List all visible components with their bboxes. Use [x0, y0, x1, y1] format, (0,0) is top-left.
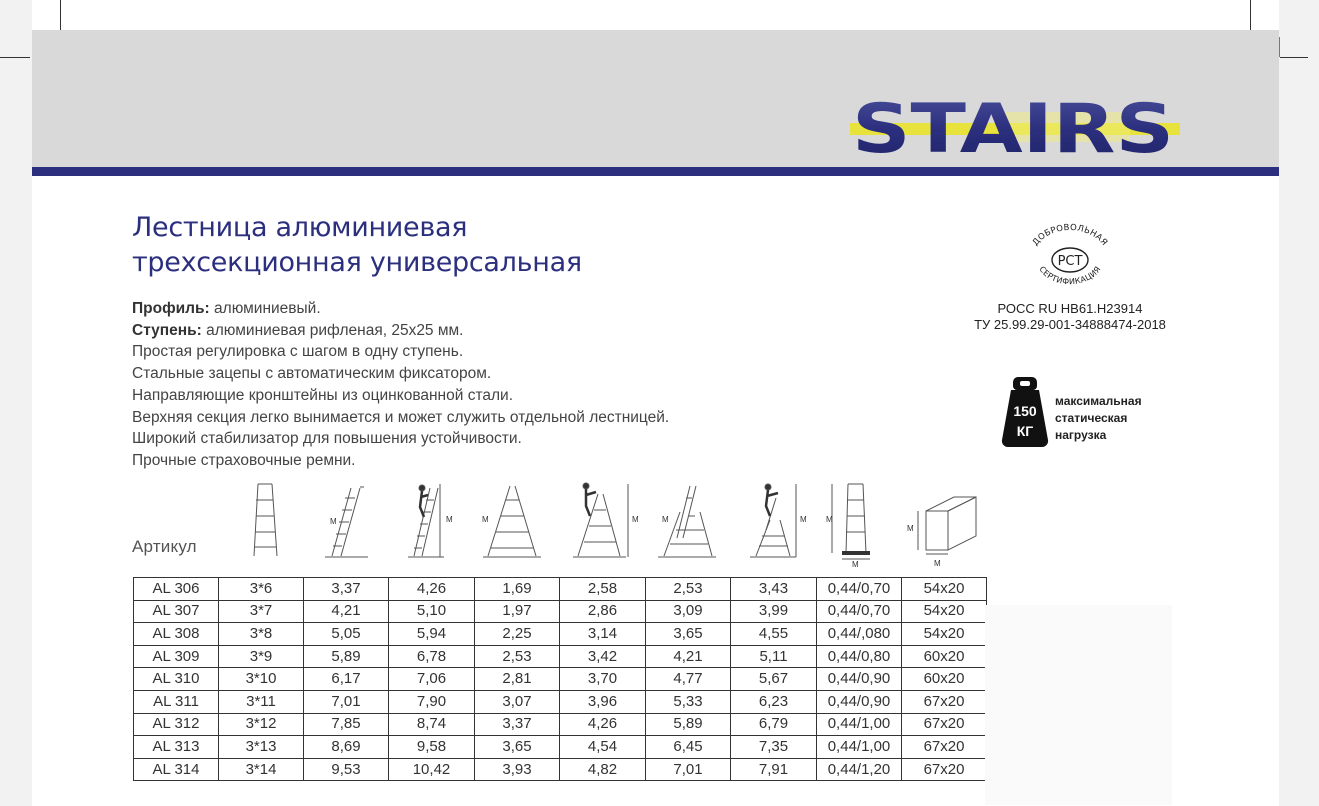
table-cell: 10,42: [389, 758, 475, 781]
table-cell: 0,44/0,80: [817, 645, 902, 668]
table-cell: 67х20: [902, 758, 987, 781]
svg-text:ДОБРОВОЛЬНАЯ: [1031, 223, 1109, 248]
certification-codes: [960, 301, 1180, 333]
table-cell: 3,70: [560, 668, 646, 691]
table-cell: 3*8: [219, 623, 304, 646]
table-cell: 3*10: [219, 668, 304, 691]
table-cell: 0,44/0,90: [817, 668, 902, 691]
table-row: [134, 713, 987, 736]
table-row: [134, 623, 987, 646]
table-cell: 3,65: [475, 736, 560, 759]
article-cell: AL 312: [134, 713, 219, 736]
table-cell: 3,14: [560, 623, 646, 646]
table-cell: 5,94: [389, 623, 475, 646]
badge-bottom-text: СЕРТИФИКАЦИЯ: [1037, 264, 1103, 287]
table-cell: 4,77: [646, 668, 731, 691]
table-cell: 0,44/0,90: [817, 690, 902, 713]
certification-code: РОСС RU НВ61.Н23914: [997, 301, 1143, 316]
table-cell: 7,35: [731, 736, 817, 759]
svg-text:М: М: [934, 559, 941, 568]
product-title: [132, 210, 582, 280]
svg-text:М: М: [826, 515, 833, 524]
table-cell: 7,91: [731, 758, 817, 781]
table-cell: 67х20: [902, 690, 987, 713]
table-cell: 7,01: [304, 690, 389, 713]
svg-text:М: М: [632, 515, 639, 524]
table-cell: 7,01: [646, 758, 731, 781]
badge-mark: РСТ: [1057, 254, 1083, 269]
svg-text:М: М: [800, 515, 807, 524]
feature-item: Направляющие кронштейны из оцинкованной стали.: [132, 386, 514, 404]
table-cell: 67х20: [902, 736, 987, 759]
table-cell: 60х20: [902, 645, 987, 668]
table-cell: 5,10: [389, 600, 475, 623]
table-cell: 5,67: [731, 668, 817, 691]
table-cell: 3*9: [219, 645, 304, 668]
feature-item: Прочные страховочные ремни.: [132, 451, 356, 469]
table-cell: 5,89: [304, 645, 389, 668]
table-row: [134, 690, 987, 713]
article-cell: AL 309: [134, 645, 219, 668]
table-cell: 7,06: [389, 668, 475, 691]
table-cell: 2,86: [560, 600, 646, 623]
technical-standard: ТУ 25.99.29-001-34888474-2018: [974, 317, 1166, 332]
table-cell: 54х20: [902, 623, 987, 646]
article-cell: AL 311: [134, 690, 219, 713]
table-cell: 3,07: [475, 690, 560, 713]
table-row: [134, 600, 987, 623]
table-cell: 2,81: [475, 668, 560, 691]
table-cell: 4,26: [560, 713, 646, 736]
crop-mark: [1280, 57, 1308, 58]
crop-mark: [1250, 0, 1251, 30]
table-cell: 8,69: [304, 736, 389, 759]
logo-text: STAIRS: [852, 94, 1174, 160]
crop-mark: [0, 57, 30, 58]
table-cell: 67х20: [902, 713, 987, 736]
feature-item: Ступень: алюминиевая рифленая, 25х25 мм.: [132, 321, 464, 339]
feature-item: Простая регулировка с шагом в одну ступень.: [132, 343, 464, 361]
table-row: [134, 736, 987, 759]
article-cell: AL 310: [134, 668, 219, 691]
feature-item: Профиль: алюминиевый.: [132, 300, 321, 317]
svg-text:М: М: [662, 515, 669, 524]
table-cell: 3,93: [475, 758, 560, 781]
badge-top-text: ДОБРОВОЛЬНАЯ: [1030, 222, 1110, 248]
table-cell: 1,97: [475, 600, 560, 623]
table-cell: 6,78: [389, 645, 475, 668]
feature-item: Верхняя секция легко вынимается и может служить отдельной лестницей.: [132, 408, 670, 426]
table-cell: 9,53: [304, 758, 389, 781]
table-row: [134, 758, 987, 781]
table-cell: 7,85: [304, 713, 389, 736]
article-cell: AL 306: [134, 578, 219, 601]
svg-text:М: М: [907, 524, 914, 533]
table-cell: 6,45: [646, 736, 731, 759]
table-cell: 54х20: [902, 578, 987, 601]
table-cell: 0,44/0,70: [817, 578, 902, 601]
max-load-value: 150: [1013, 403, 1037, 419]
title-line: Лестница алюминиевая: [132, 212, 468, 243]
table-row: [134, 668, 987, 691]
table-cell: 5,11: [731, 645, 817, 668]
table-cell: 4,54: [560, 736, 646, 759]
table-cell: 3,96: [560, 690, 646, 713]
table-cell: 3*7: [219, 600, 304, 623]
table-cell: 6,23: [731, 690, 817, 713]
table-cell: 2,25: [475, 623, 560, 646]
feature-item: Стальные зацепы с автоматическим фиксатором.: [132, 365, 492, 383]
feature-item: Широкий стабилизатор для повышения устойчивости.: [132, 430, 522, 448]
table-cell: 9,58: [389, 736, 475, 759]
max-load-unit: КГ: [1016, 423, 1034, 439]
table-row: [134, 645, 987, 668]
article-header: Артикул: [132, 537, 197, 556]
table-cell: 3,37: [475, 713, 560, 736]
table-cell: 6,17: [304, 668, 389, 691]
svg-text:М: М: [446, 515, 453, 524]
table-cell: 4,82: [560, 758, 646, 781]
table-cell: 7,90: [389, 690, 475, 713]
table-cell: 8,74: [389, 713, 475, 736]
svg-text:М: М: [482, 515, 489, 524]
table-cell: 3,42: [560, 645, 646, 668]
table-cell: 2,53: [475, 645, 560, 668]
table-cell: 2,53: [646, 578, 731, 601]
watermark-area: [985, 605, 1172, 805]
table-cell: 4,21: [304, 600, 389, 623]
feature-list: [132, 298, 669, 472]
certification-badge-icon: [1020, 222, 1120, 292]
table-cell: 3*6: [219, 578, 304, 601]
table-cell: 3*11: [219, 690, 304, 713]
table-cell: 3,09: [646, 600, 731, 623]
table-row: [134, 578, 987, 601]
table-cell: 54х20: [902, 600, 987, 623]
specs-table: [133, 577, 987, 781]
table-cell: 5,33: [646, 690, 731, 713]
table-cell: 60х20: [902, 668, 987, 691]
table-cell: 4,21: [646, 645, 731, 668]
article-cell: AL 313: [134, 736, 219, 759]
header-stripe: [32, 167, 1279, 176]
table-cell: 0,44/1,00: [817, 736, 902, 759]
crop-mark: [1279, 37, 1280, 57]
table-cell: 3,65: [646, 623, 731, 646]
table-cell: 0,44/,080: [817, 623, 902, 646]
table-cell: 0,44/1,20: [817, 758, 902, 781]
stairs-logo: [850, 94, 1180, 160]
table-cell: 0,44/0,70: [817, 600, 902, 623]
table-cell: 3,37: [304, 578, 389, 601]
table-cell: 3,99: [731, 600, 817, 623]
table-cell: 3*12: [219, 713, 304, 736]
table-cell: 3,43: [731, 578, 817, 601]
crop-mark: [60, 0, 61, 30]
table-cell: 4,55: [731, 623, 817, 646]
table-cell: 6,79: [731, 713, 817, 736]
table-cell: 5,89: [646, 713, 731, 736]
table-cell: 5,05: [304, 623, 389, 646]
svg-text:М: М: [852, 560, 859, 569]
table-cell: 4,26: [389, 578, 475, 601]
table-cell: 3*14: [219, 758, 304, 781]
article-cell: AL 308: [134, 623, 219, 646]
article-cell: AL 314: [134, 758, 219, 781]
title-line: трехсекционная универсальная: [132, 247, 582, 278]
dimension-label: М: [330, 517, 337, 526]
table-cell: 3*13: [219, 736, 304, 759]
table-cell: 2,58: [560, 578, 646, 601]
table-cell: 0,44/1,00: [817, 713, 902, 736]
weight-icon: [1001, 375, 1049, 447]
article-cell: AL 307: [134, 600, 219, 623]
max-load-label: максимальная статическая нагрузка: [1055, 394, 1142, 442]
table-cell: 1,69: [475, 578, 560, 601]
